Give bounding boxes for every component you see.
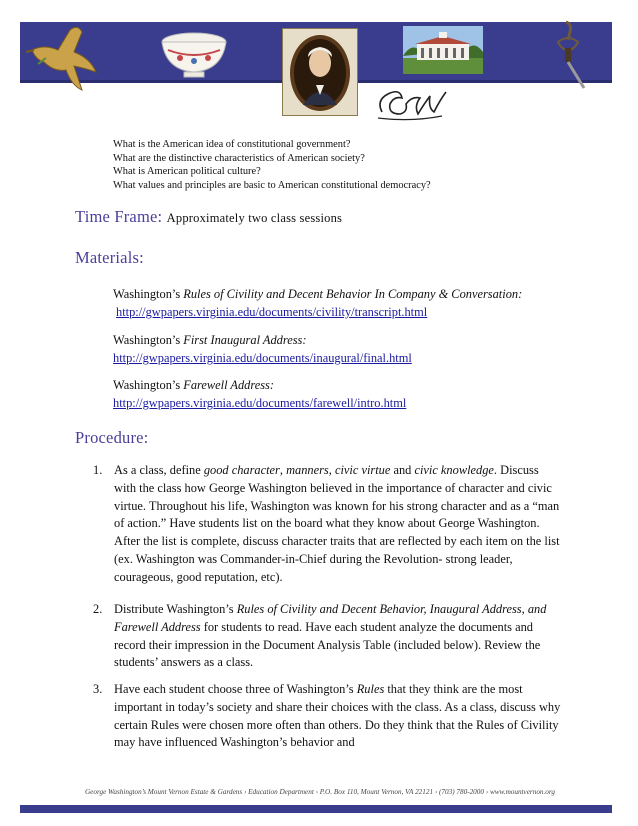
material-item-inaugural — [113, 331, 412, 367]
question-item: What is the American idea of constitutional government? — [113, 139, 351, 150]
step-number: 1. — [93, 463, 103, 477]
gw-monogram-signature — [372, 86, 452, 124]
footer-address: George Washington’s Mount Vernon Estate & Gardens › Education Department › P.O. Box 110, Mount Vernon, VA 22121 › (703) 780-2000 › www.mountvernon.org — [84, 788, 556, 796]
material-prefix: Washington’s — [113, 287, 184, 301]
guiding-questions — [113, 138, 431, 192]
civility-transcript-link[interactable]: http://gwpapers.virginia.edu/documents/civility/transcript.html — [116, 305, 428, 319]
step-text: As a class, define good character, manners, civic virtue and civic knowledge. Discuss with the class how George Washington believed in the importance of character and civic virtue. Throughout his life, Washington was known for his strong character and as a “man of action.” Have students list on the board what they know about George Washington. After the list is complete, discuss character traits that are reflected by each item on the list (ex. Washington was Commander-in-Chief during the Revolution- strong leader, courageous, good reputation, etc). — [114, 463, 560, 584]
mount-vernon-mansion-image — [403, 26, 483, 74]
dove-weathervane-icon — [24, 20, 104, 96]
material-item-farewell — [113, 376, 406, 412]
step-text: Have each student choose three of Washington’s Rules that they think are the most important in today’s society and share their choices with the class. As a class, discuss why certain Rules were chosen more often than others. Do they think that the Rules of Civility may have influenced Washington’s behavior and — [114, 682, 561, 750]
sword-hilt-icon — [548, 20, 588, 90]
material-item-civility — [113, 285, 522, 321]
time-frame-text: Approximately two class sessions — [166, 211, 343, 225]
time-frame-heading: Time Frame: — [75, 207, 163, 226]
procedure-step-3 — [93, 681, 563, 752]
step-number: 2. — [93, 602, 103, 616]
step-number: 3. — [93, 682, 103, 696]
inaugural-address-link[interactable]: http://gwpapers.virginia.edu/documents/inaugural/final.html — [113, 351, 412, 365]
material-title: Farewell Address: — [183, 378, 274, 392]
question-item: What are the distinctive characteristics of American society? — [113, 152, 365, 164]
question-item: What is American political culture? — [113, 166, 261, 178]
material-title: First Inaugural Address: — [183, 333, 307, 347]
procedure-step-2 — [93, 601, 563, 672]
time-frame-section — [75, 207, 342, 227]
materials-heading: Materials: — [75, 248, 144, 267]
porcelain-bowl-icon — [160, 30, 228, 78]
material-prefix: Washington’s — [113, 333, 184, 347]
material-title: Rules of Civility and Decent Behavior In Company & Conversation: — [183, 287, 523, 301]
step-text: Distribute Washington’s Rules of Civility and Decent Behavior, Inaugural Address, and Farewell Address for students to read. Have each student analyze the documents and record their impression in the Document Analysis Table (included below). Review the students’ answers as a class. — [114, 602, 547, 670]
question-item: What values and principles are basic to American constitutional democracy? — [113, 179, 431, 191]
procedure-heading: Procedure: — [75, 428, 149, 447]
footer-bar — [20, 805, 612, 813]
farewell-address-link[interactable]: http://gwpapers.virginia.edu/documents/farewell/intro.html — [113, 396, 407, 410]
material-prefix: Washington’s — [113, 378, 184, 392]
procedure-step-1 — [93, 462, 563, 587]
george-washington-portrait — [282, 28, 358, 116]
